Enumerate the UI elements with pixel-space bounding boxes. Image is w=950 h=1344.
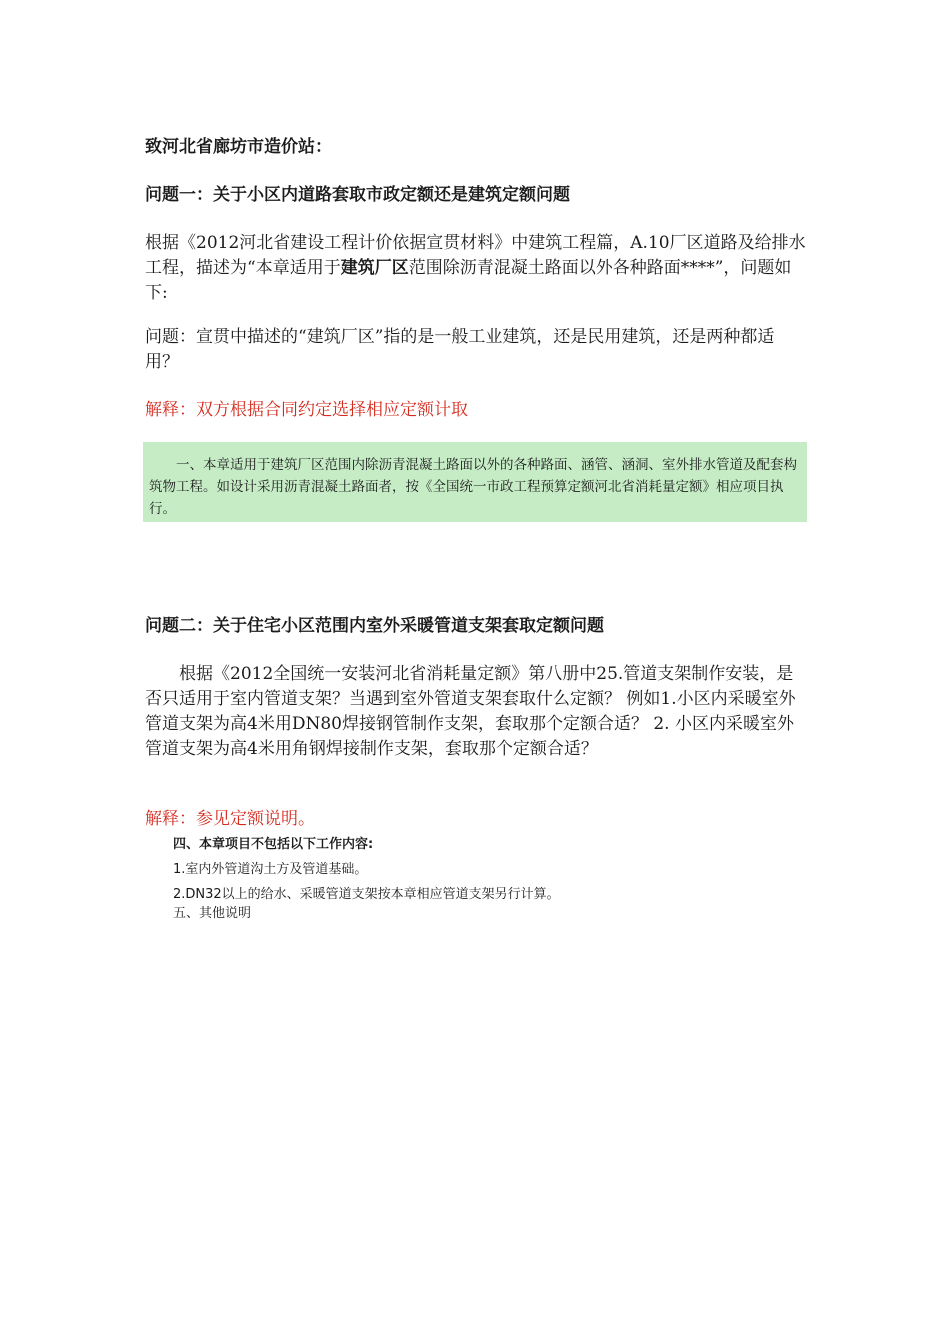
- question-one-excerpt: 一、本章适用于建筑厂区范围内除沥青混凝土路面以外的各种路面、涵管、涵洞、室外排水管道及配套构筑物工程。如设计采用沥青混凝土路面者，按《全国统一市政工程预算定额河北省消耗量定额》相应项目执行。: [149, 457, 797, 517]
- excerpt-line: 1.室内外管道沟土方及管道基础。: [173, 862, 368, 877]
- question-two-answer: 解释：参见定额说明。: [145, 809, 315, 829]
- excerpt-line: 四、本章项目不包括以下工作内容:: [173, 837, 374, 852]
- question-one-answer: 解释：双方根据合同约定选择相应定额计取: [145, 400, 468, 420]
- question-two-title: 问题二：关于住宅小区范围内室外采暖管道支架套取定额问题: [145, 616, 604, 636]
- question-one-title: 问题一：关于小区内道路套取市政定额还是建筑定额问题: [145, 185, 570, 205]
- question-two-excerpt: [145, 832, 705, 921]
- question-one-text-a: 根据《2012河北省建设工程计价依据宣贯材料》中建筑工程篇，A.10厂区道路及给排水工程，描述为“本章适用于: [145, 233, 806, 278]
- excerpt-line: 2.DN32以上的给水、采暖管道支架按本章相应管道支架另行计算。: [173, 887, 560, 902]
- question-one-question: 问题：宣贯中描述的“建筑厂区”指的是一般工业建筑，还是民用建筑，还是两种都适用？: [145, 327, 775, 372]
- question-two-paragraph: 根据《2012全国统一安装河北省消耗量定额》第八册中25.管道支架制作安装，是否只适用于室内管道支架？当遇到室外管道支架套取什么定额？ 例如1.小区内采暖室外管道支架为高4米用DN80焊接钢管制作支架，套取那个定额合适？ 2. 小区内采暖室外管道支架为高4米用角钢焊接制作支架，套取那个定额合适？: [145, 664, 796, 759]
- question-one-paragraph: [145, 231, 807, 306]
- question-one-excerpt-box: [143, 442, 807, 522]
- excerpt-line: 五、其他说明: [173, 906, 252, 921]
- addressee: 致河北省廊坊市造价站：: [145, 137, 332, 157]
- question-one-text-b: 范围除沥青混凝土路面以外各种路面****”，问题如下:: [145, 258, 792, 303]
- question-one-highlight: 建筑厂区: [340, 258, 409, 278]
